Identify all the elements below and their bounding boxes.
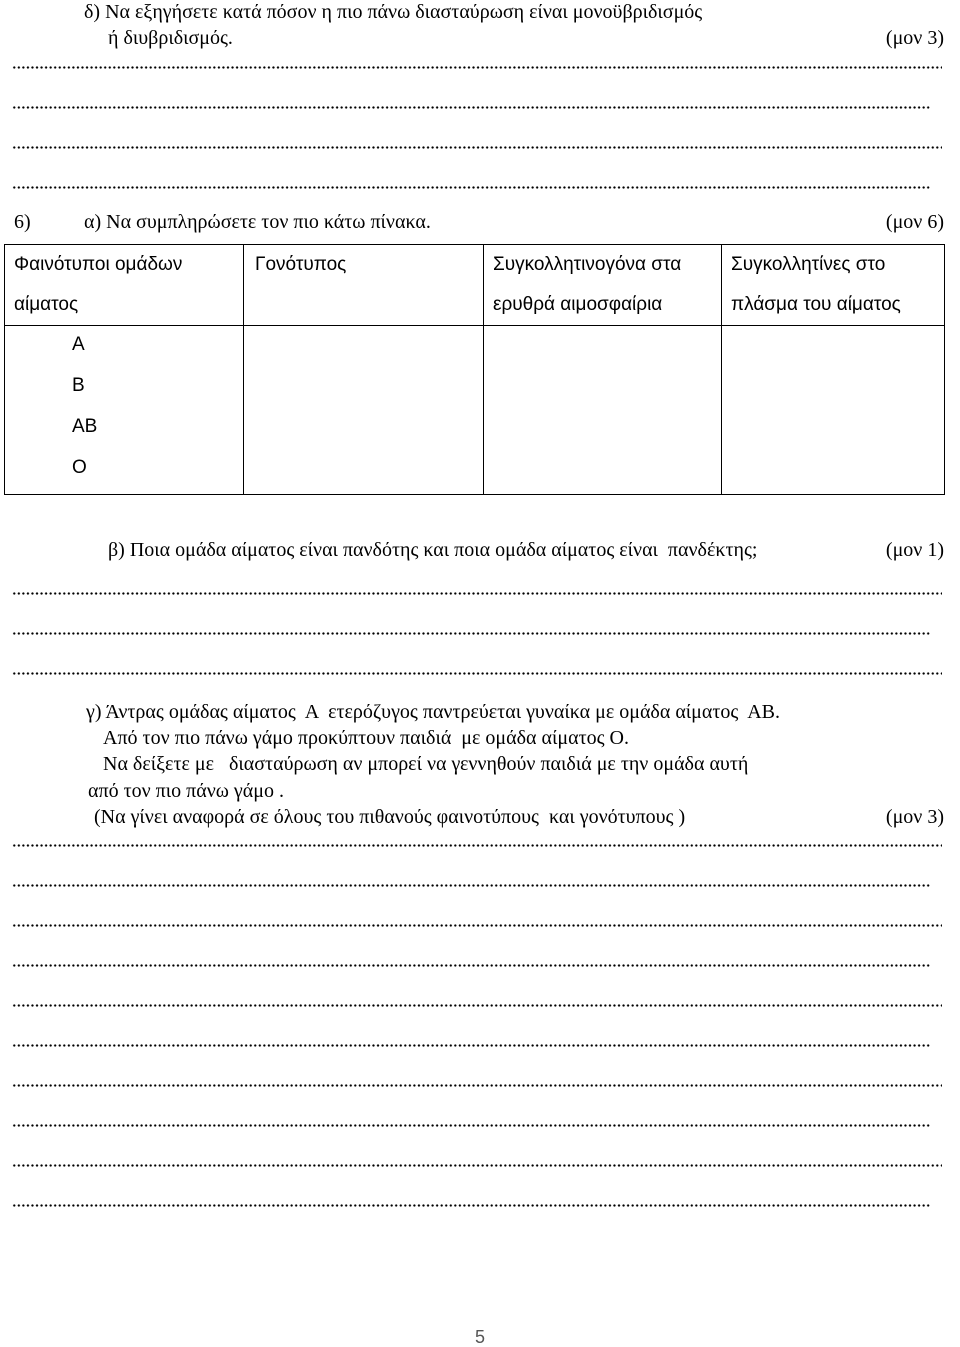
table-column-divider <box>483 244 484 495</box>
table-header-antibodies: Συγκολλητίνες στο <box>731 254 886 275</box>
table-border-left <box>4 244 5 495</box>
question-d-line2: ή διυβριδισμός. <box>108 27 233 49</box>
answer-line <box>12 964 930 967</box>
table-border-right <box>944 244 945 495</box>
part-c-line1: γ) Άντρας ομάδας αίματος Α ετερόζυγος παντρεύεται γυναίκα με ομάδα αίματος ΑΒ. <box>86 701 781 723</box>
answer-line <box>12 1204 930 1207</box>
table-row-phenotype: O <box>72 457 87 478</box>
question-6-marks: (μον 6) <box>885 211 944 233</box>
question-6-number: 6) <box>14 211 31 233</box>
answer-line <box>12 1084 942 1087</box>
question-d-line1: δ) Να εξηγήσετε κατά πόσον η πιο πάνω διασταύρωση είναι μονοϋβριδισμός <box>84 1 703 23</box>
table-header-genotype: Γονότυπος <box>255 254 347 275</box>
table-header-antigens: Συγκολλητινογόνα στα <box>493 254 682 275</box>
part-b-marks: (μον 1) <box>885 539 944 561</box>
table-border-top <box>4 244 945 245</box>
answer-line <box>12 66 942 69</box>
answer-line <box>12 592 942 595</box>
page-number: 5 <box>475 1327 486 1347</box>
table-header-divider <box>4 325 945 326</box>
answer-line <box>12 1044 930 1047</box>
table-column-divider <box>243 244 244 495</box>
table-header-antigens-2: ερυθρά αιμοσφαίρια <box>493 294 663 315</box>
table-header-antibodies-2: πλάσμα του αίματος <box>731 294 901 315</box>
answer-line <box>12 844 942 847</box>
answer-line <box>12 672 942 675</box>
answer-line <box>12 884 930 887</box>
question-6-part-a: α) Να συμπληρώσετε τον πιο κάτω πίνακα. <box>84 211 431 233</box>
part-c-marks: (μον 3) <box>885 806 944 828</box>
table-header-phenotypes: Φαινότυποι ομάδων <box>14 254 183 275</box>
part-c-line3: Να δείξετε με διασταύρωση αν μπορεί να γεννηθούν παιδιά με την ομάδα αυτή <box>103 753 749 775</box>
answer-line <box>12 1004 942 1007</box>
answer-line <box>12 106 930 109</box>
question-d-marks: (μον 3) <box>885 27 944 49</box>
answer-line <box>12 146 942 149</box>
answer-line <box>12 186 930 189</box>
table-header-phenotypes-2: αίματος <box>14 294 79 315</box>
part-c-line5: (Να γίνει αναφορά σε όλους του πιθανούς φαινοτύπους και γονότυπους ) <box>94 806 686 828</box>
table-row-phenotype: AB <box>72 416 98 437</box>
part-c-line2: Από τον πιο πάνω γάμο προκύπτουν παιδιά με ομάδα αίματος Ο. <box>103 727 629 749</box>
answer-line <box>12 1164 942 1167</box>
answer-line <box>12 924 942 927</box>
part-c-line4: από τον πιο πάνω γάμο . <box>88 780 284 802</box>
table-row-phenotype: B <box>72 375 85 396</box>
part-b-question: β) Ποια ομάδα αίματος είναι πανδότης και ποια ομάδα αίματος είναι πανδέκτης; <box>108 539 758 561</box>
table-border-bottom <box>4 494 945 495</box>
answer-line <box>12 632 930 635</box>
table-column-divider <box>721 244 722 495</box>
table-row-phenotype: A <box>72 334 85 355</box>
answer-line <box>12 1124 930 1127</box>
